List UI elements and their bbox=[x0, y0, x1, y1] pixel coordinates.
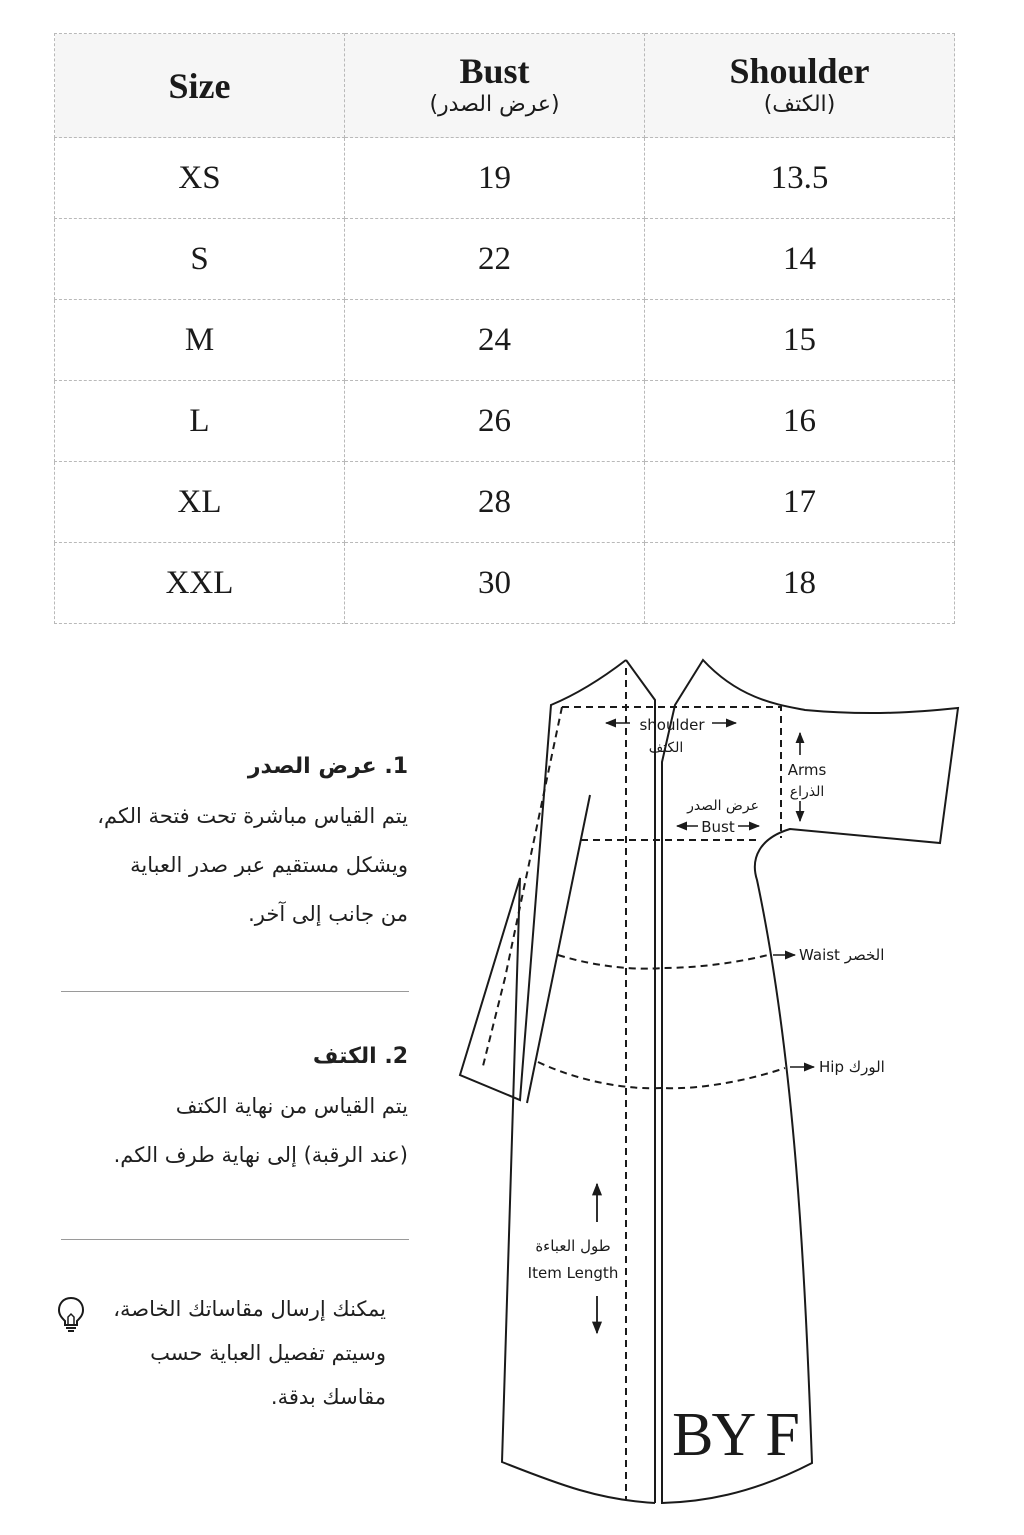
tip-line: وسيتم تفصيل العباية حسب bbox=[150, 1341, 386, 1365]
abaya-measurement-diagram bbox=[440, 650, 980, 1510]
shoulder-arabic-label: الكتف bbox=[648, 740, 684, 756]
table-row bbox=[55, 138, 955, 219]
bust-arabic-label: عرض الصدر bbox=[687, 798, 759, 814]
tip-line: مقاسك بدقة. bbox=[270, 1385, 386, 1409]
size-cell: M bbox=[55, 300, 345, 381]
shoulder-instructions-body bbox=[48, 1082, 408, 1180]
header-bust bbox=[345, 34, 645, 138]
tip-line: يمكنك إرسال مقاساتك الخاصة، bbox=[113, 1297, 386, 1321]
size-chart-table bbox=[54, 33, 955, 624]
bust-cell: 19 bbox=[345, 138, 645, 219]
shoulder-instructions bbox=[48, 1042, 408, 1180]
table-header-row bbox=[55, 34, 955, 138]
bust-cell: 30 bbox=[345, 543, 645, 624]
bust-instructions-line: من جانب إلى آخر. bbox=[248, 902, 408, 926]
length-arabic-label: طول العباءة bbox=[535, 1237, 611, 1255]
header-shoulder bbox=[645, 34, 955, 138]
header-shoulder-label: Shoulder bbox=[729, 50, 870, 91]
shoulder-label: shoulder bbox=[639, 716, 705, 734]
custom-size-tip bbox=[46, 1287, 386, 1419]
arms-label: Arms bbox=[787, 761, 827, 779]
table-row bbox=[55, 300, 955, 381]
bust-instructions-line: يتم القياس مباشرة تحت فتحة الكم، bbox=[97, 804, 408, 828]
shoulder-instructions-line: يتم القياس من نهاية الكتف bbox=[175, 1094, 408, 1118]
header-bust-arabic: (عرض الصدر) bbox=[429, 91, 560, 117]
shoulder-cell: 15 bbox=[645, 300, 955, 381]
table-row bbox=[55, 462, 955, 543]
table-row bbox=[55, 543, 955, 624]
header-size-label: Size bbox=[168, 65, 231, 106]
divider bbox=[61, 1239, 409, 1240]
shoulder-cell: 17 bbox=[645, 462, 955, 543]
bust-instructions-title: 1. عرض الصدر bbox=[247, 754, 408, 779]
bust-label: Bust bbox=[701, 818, 735, 836]
size-cell: XXL bbox=[55, 543, 345, 624]
size-cell: S bbox=[55, 219, 345, 300]
length-label: Item Length bbox=[527, 1264, 619, 1282]
bust-instructions bbox=[48, 752, 408, 939]
bust-cell: 28 bbox=[345, 462, 645, 543]
header-shoulder-arabic: (الكتف) bbox=[763, 91, 836, 117]
abaya-outline bbox=[460, 660, 958, 1503]
header-bust-label: Bust bbox=[459, 50, 530, 91]
table-row bbox=[55, 381, 955, 462]
size-cell: XS bbox=[55, 138, 345, 219]
shoulder-cell: 14 bbox=[645, 219, 955, 300]
bust-cell: 22 bbox=[345, 219, 645, 300]
header-size bbox=[55, 34, 345, 138]
bust-instructions-body bbox=[48, 792, 408, 939]
shoulder-instructions-title: 2. الكتف bbox=[312, 1044, 408, 1069]
bust-instructions-line: ويشكل مستقيم عبر صدر العباية bbox=[130, 853, 408, 877]
shoulder-instructions-line: (عند الرقبة) إلى نهاية طرف الكم. bbox=[113, 1143, 408, 1167]
hip-label: Hip الورك bbox=[819, 1058, 885, 1076]
shoulder-cell: 18 bbox=[645, 543, 955, 624]
divider bbox=[61, 991, 409, 992]
size-cell: XL bbox=[55, 462, 345, 543]
brand-logo: BY F bbox=[672, 1401, 798, 1469]
shoulder-cell: 13.5 bbox=[645, 138, 955, 219]
size-cell: L bbox=[55, 381, 345, 462]
measurement-guides bbox=[482, 668, 785, 1500]
waist-label: Waist الخصر bbox=[799, 946, 885, 964]
bust-cell: 24 bbox=[345, 300, 645, 381]
table-row bbox=[55, 219, 955, 300]
bust-cell: 26 bbox=[345, 381, 645, 462]
shoulder-cell: 16 bbox=[645, 381, 955, 462]
arms-arabic-label: الذراع bbox=[789, 784, 825, 800]
